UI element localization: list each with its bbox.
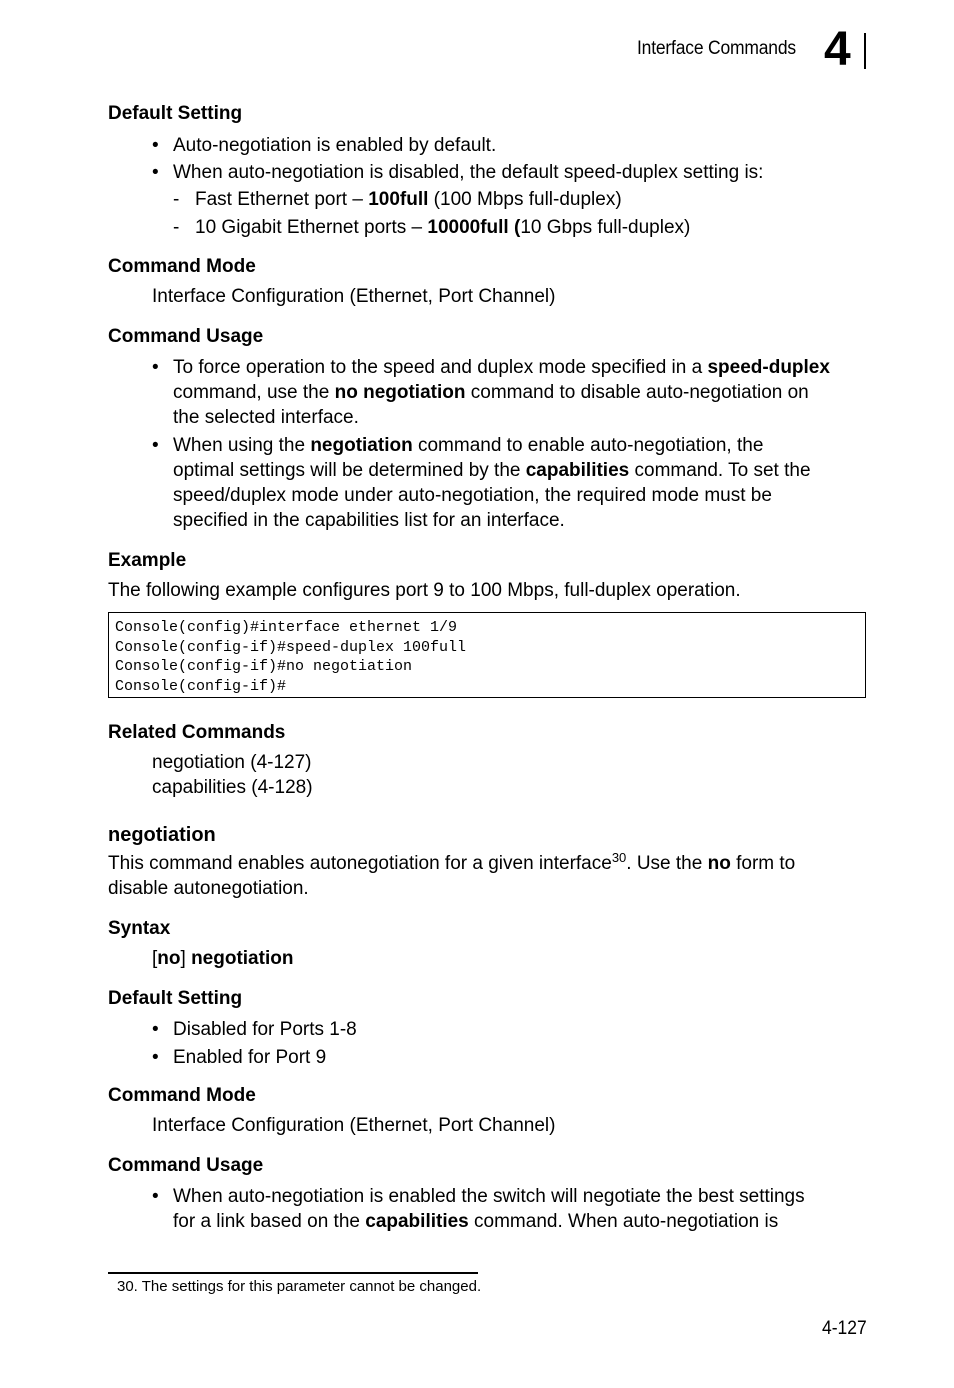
description-text: This command enables autonegotiation for a given interface — [108, 853, 612, 874]
command-description — [108, 851, 795, 876]
description-text: form to — [730, 853, 796, 874]
example-heading: Example — [108, 550, 187, 571]
footnote: 30. The settings for this parameter cannot be changed. — [117, 1278, 482, 1295]
sub-item-text: 10 Gigabit Ethernet ports – — [195, 217, 428, 238]
bullet-icon: • — [152, 135, 159, 156]
usage-text: command to enable auto-negotiation, the — [412, 435, 764, 456]
syntax-keyword: no — [157, 948, 181, 969]
usage-text: command. To set the — [629, 460, 811, 481]
sub-item — [173, 189, 622, 211]
bullet-icon: • — [152, 1186, 159, 1207]
usage-keyword: negotiation — [310, 435, 413, 456]
description-keyword: no — [707, 853, 731, 874]
bullet-icon: • — [152, 1019, 159, 1040]
bullet-icon: • — [152, 435, 159, 456]
example-text: The following example configures port 9 to 100 Mbps, full-duplex operation. — [108, 580, 741, 601]
related-command-link[interactable]: negotiation (4-127) — [152, 752, 312, 773]
code-line: Console(config-if)# — [115, 677, 287, 695]
page-number: 4-127 — [822, 1318, 867, 1339]
description-text: . Use the — [626, 853, 708, 874]
bullet-item — [152, 355, 873, 430]
usage-text: command to disable auto-negotiation on — [465, 382, 809, 403]
sub-item-text: (100 Mbps full-duplex) — [428, 189, 622, 210]
usage-text: command, use the — [173, 382, 335, 403]
command-mode-heading: Command Mode — [108, 256, 256, 277]
bullet-item — [152, 433, 873, 533]
command-mode-heading: Command Mode — [108, 1085, 256, 1106]
bullet-text: Disabled for Ports 1-8 — [173, 1019, 357, 1040]
sub-item-text: Fast Ethernet port – — [195, 189, 369, 210]
syntax-line — [152, 946, 293, 971]
sub-item-keyword: 10000full ( — [427, 217, 521, 238]
bullet-icon: • — [152, 162, 159, 183]
bullet-text: Enabled for Port 9 — [173, 1047, 327, 1068]
related-commands-heading: Related Commands — [108, 722, 286, 743]
default-setting-heading: Default Setting — [108, 988, 243, 1009]
code-line: Console(config-if)#speed-duplex 100full — [115, 638, 467, 656]
sub-item-text: 10 Gbps full-duplex) — [520, 217, 691, 238]
usage-text: for a link based on the — [173, 1211, 366, 1232]
syntax-keyword: negotiation — [191, 948, 294, 969]
default-setting-heading: Default Setting — [108, 103, 243, 124]
usage-text: the selected interface. — [173, 407, 359, 428]
description-text: disable autonegotiation. — [108, 878, 309, 899]
bullet-item — [152, 1184, 873, 1234]
syntax-bracket: ] — [180, 948, 192, 969]
related-command-link[interactable]: capabilities (4-128) — [152, 777, 313, 798]
chapter-divider — [864, 33, 866, 69]
footnote-ref[interactable]: 30 — [611, 850, 627, 865]
running-header-title: Interface Commands — [637, 38, 796, 59]
usage-keyword: capabilities — [525, 460, 630, 481]
bullet-icon: • — [152, 1047, 159, 1068]
command-title: negotiation — [108, 824, 216, 846]
dash-marker: - — [173, 189, 180, 210]
code-block — [108, 612, 866, 698]
bullet-text: When auto-negotiation is disabled, the default speed-duplex setting is: — [173, 162, 764, 183]
usage-text: When auto-negotiation is enabled the switch will negotiate the best settings — [173, 1186, 805, 1207]
bullet-text: Auto-negotiation is enabled by default. — [173, 135, 497, 156]
syntax-bracket: [ — [152, 948, 158, 969]
usage-keyword: speed-duplex — [707, 357, 830, 378]
command-usage-heading: Command Usage — [108, 326, 264, 347]
usage-text: optimal settings will be determined by the — [173, 460, 526, 481]
chapter-number: 4 — [824, 23, 851, 76]
usage-text: command. When auto-negotiation is — [468, 1211, 779, 1232]
usage-text: specified in the capabilities list for an interface. — [173, 510, 565, 531]
usage-text: To force operation to the speed and duplex mode specified in a — [173, 357, 708, 378]
sub-item-keyword: 100full — [368, 189, 429, 210]
bullet-icon: • — [152, 357, 159, 378]
usage-text: speed/duplex mode under auto-negotiation, the required mode must be — [173, 485, 772, 506]
dash-marker: - — [173, 217, 180, 238]
usage-keyword: no negotiation — [334, 382, 466, 403]
command-usage-heading: Command Usage — [108, 1155, 264, 1176]
command-mode-text: Interface Configuration (Ethernet, Port Channel) — [152, 1115, 556, 1136]
usage-text: When using the — [173, 435, 311, 456]
footnote-divider — [108, 1272, 478, 1274]
bullet-item — [152, 1045, 327, 1070]
bullet-item — [152, 160, 764, 185]
usage-keyword: capabilities — [365, 1211, 469, 1232]
code-line: Console(config-if)#no negotiation — [115, 658, 413, 675]
command-mode-text: Interface Configuration (Ethernet, Port Channel) — [152, 286, 556, 307]
syntax-heading: Syntax — [108, 918, 171, 939]
bullet-item — [152, 133, 497, 158]
code-line: Console(config)#interface ethernet 1/9 — [115, 619, 458, 636]
sub-item — [173, 217, 691, 239]
bullet-item — [152, 1017, 357, 1042]
